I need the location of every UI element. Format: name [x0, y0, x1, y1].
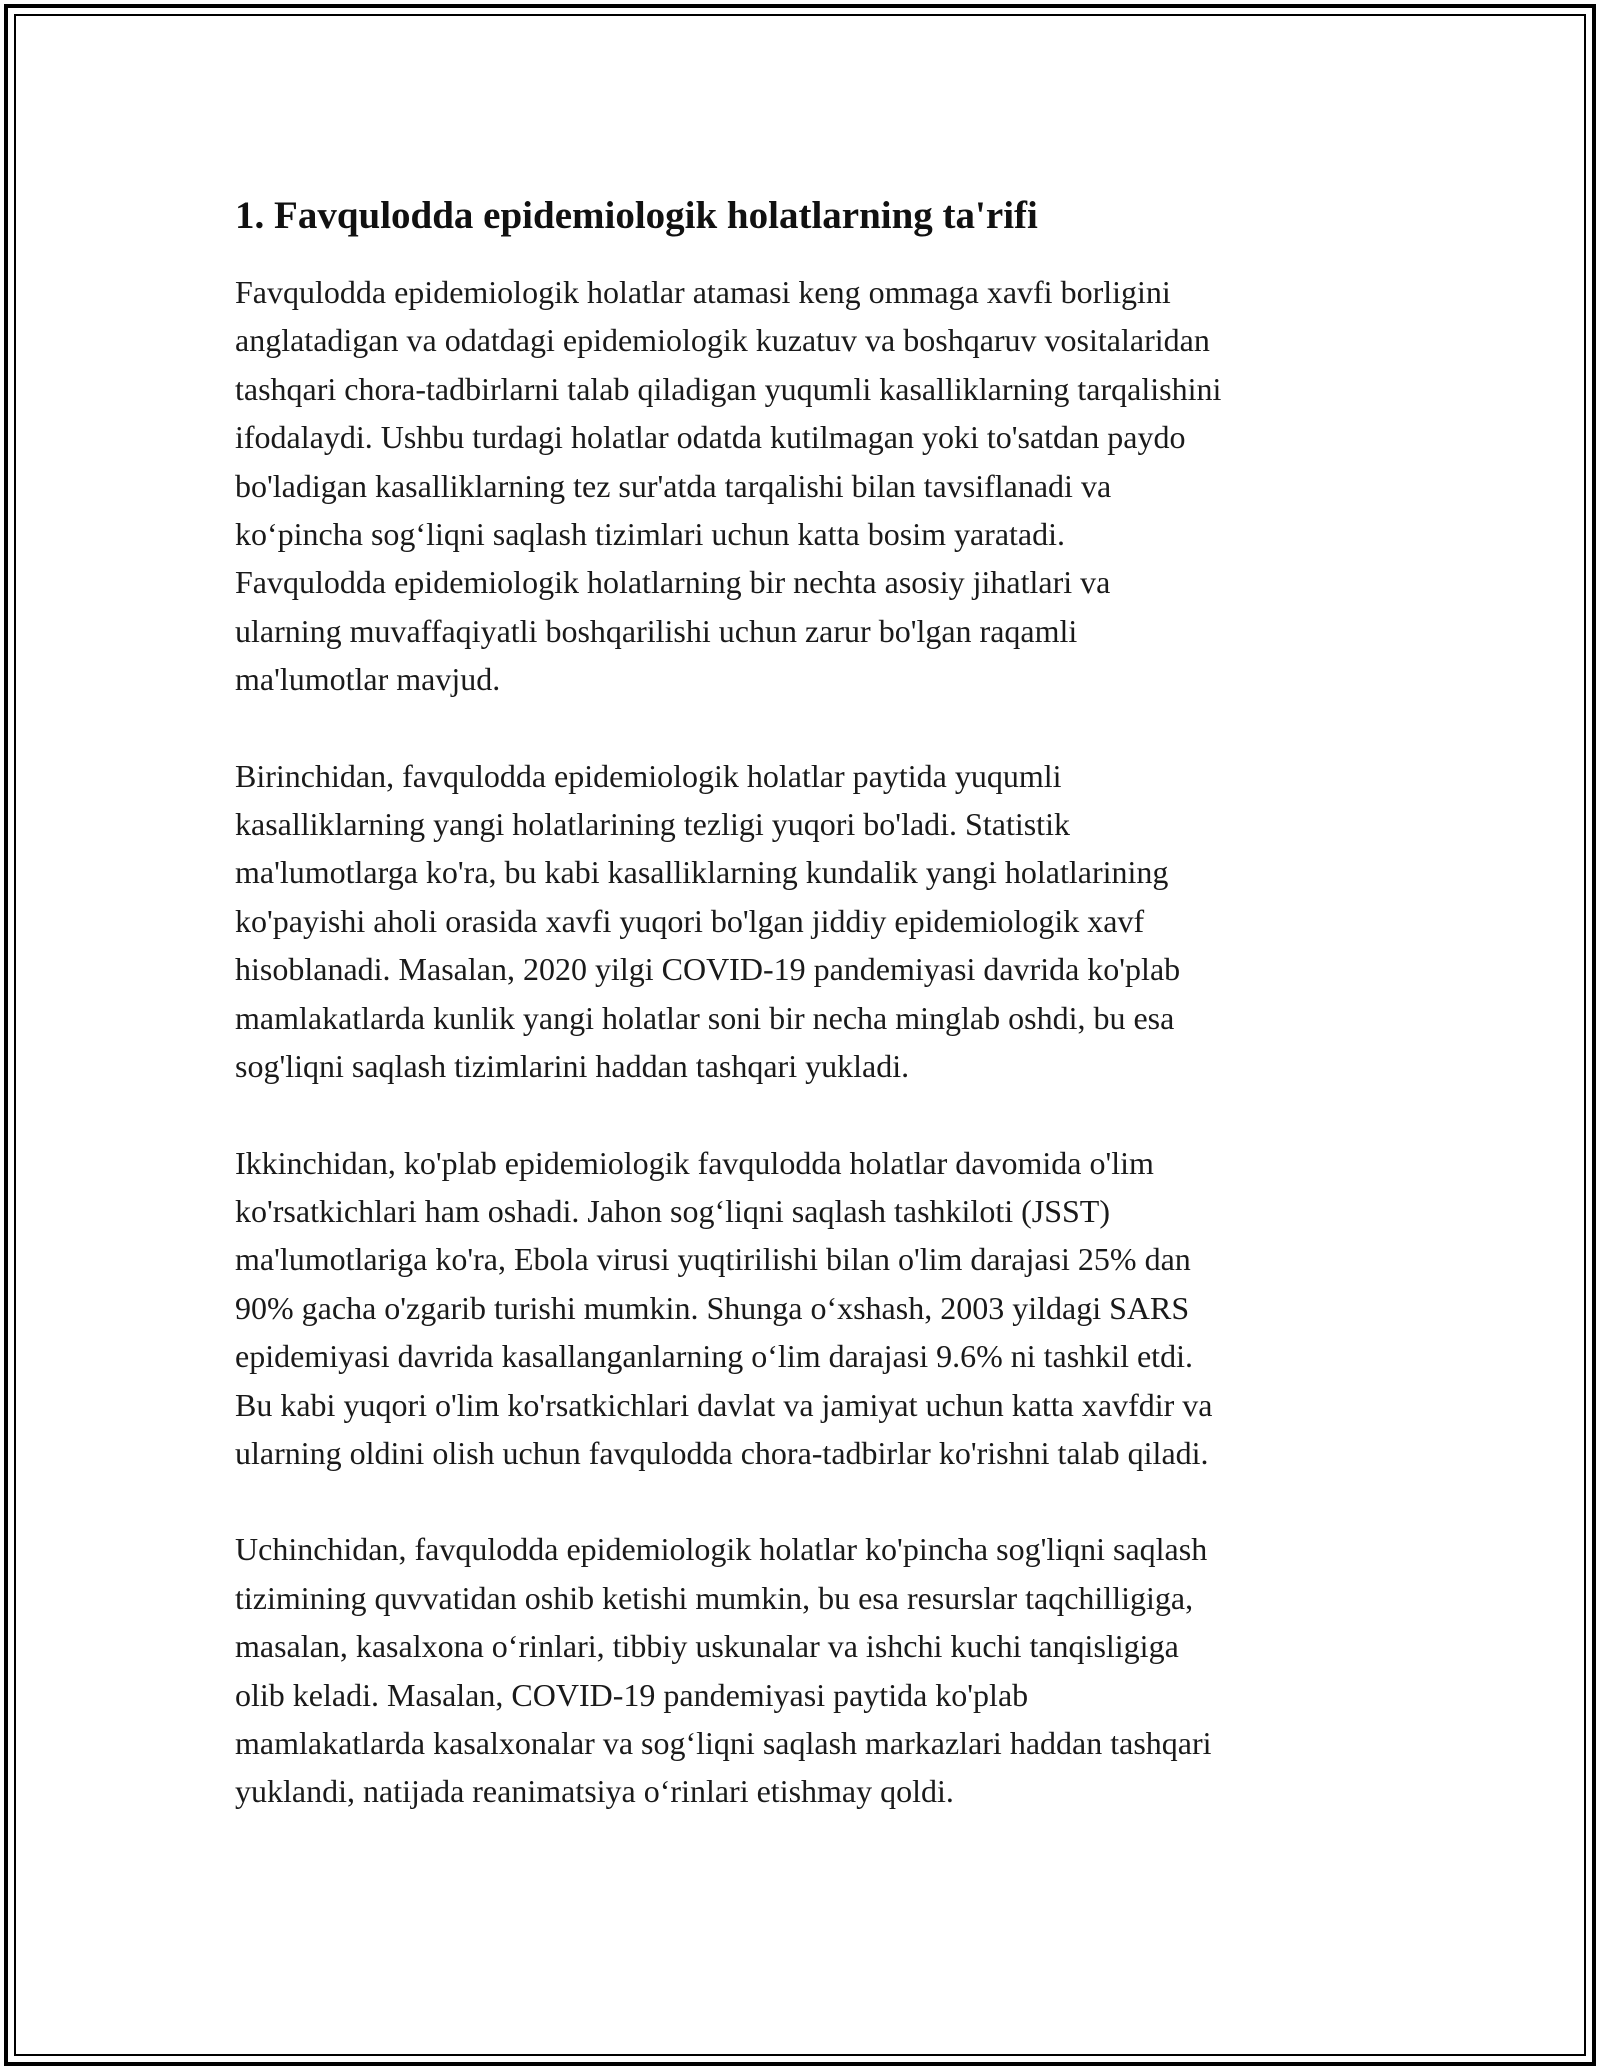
- text-line: Bu kabi yuqori o'lim ko'rsatkichlari davlat va jamiyat uchun katta xavfdir va: [235, 1386, 1213, 1423]
- text-line: ma'lumotlariga ko'ra, Ebola virusi yuqtirilishi bilan o'lim darajasi 25% dan: [235, 1241, 1191, 1278]
- text-line: ularning oldini olish uchun favqulodda chora-tadbirlar ko'rishni talab qiladi.: [235, 1434, 1209, 1471]
- text-line: Favqulodda epidemiologik holatlarning bir nechta asosiy jihatlari va: [235, 564, 1111, 601]
- text-line: tashqari chora-tadbirlarni talab qiladigan yuqumli kasalliklarning tarqalishini: [235, 370, 1222, 407]
- text-line: 90% gacha o'zgarib turishi mumkin. Shunga o‘xshash, 2003 yildagi SARS: [235, 1289, 1190, 1326]
- text-line: tizimining quvvatidan oshib ketishi mumkin, bu esa resurslar taqchilligiga,: [235, 1579, 1194, 1616]
- text-line: mamlakatlarda kasalxonalar va sog‘liqni saqlash markazlari haddan tashqari: [235, 1724, 1212, 1761]
- text-line: mamlakatlarda kunlik yangi holatlar soni bir necha minglab oshdi, bu esa: [235, 999, 1175, 1036]
- text-line: ma'lumotlarga ko'ra, bu kabi kasalliklarning kundalik yangi holatlarining: [235, 854, 1169, 891]
- paragraph-2: [235, 752, 1375, 1091]
- text-line: Favqulodda epidemiologik holatlar atamasi keng ommaga xavfi borligini: [235, 274, 1171, 310]
- text-line: ularning muvaffaqiyatli boshqarilishi uchun zarur bo'lgan raqamli: [235, 612, 1078, 649]
- text-line: sog'liqni saqlash tizimlarini haddan tashqari yukladi.: [235, 1048, 910, 1085]
- text-line: kasalliklarning yangi holatlarining tezligi yuqori bo'ladi. Statistik: [235, 806, 1070, 843]
- text-line: ifodalaydi. Ushbu turdagi holatlar odatda kutilmagan yoki to'satdan paydo: [235, 419, 1186, 456]
- text-line: ko'rsatkichlari ham oshadi. Jahon sog‘liqni saqlash tashkiloti (JSST): [235, 1192, 1110, 1229]
- section-heading: 1. Favqulodda epidemiologik holatlarning ta'rifi: [235, 194, 1038, 237]
- text-line: Uchinchidan, favqulodda epidemiologik holatlar ko'pincha sog'liqni saqlash: [235, 1531, 1208, 1568]
- text-line: olib keladi. Masalan, COVID-19 pandemiyasi paytida ko'plab: [235, 1676, 1029, 1713]
- text-line: ma'lumotlar mavjud.: [235, 661, 501, 698]
- text-line: ko‘pincha sog‘liqni saqlash tizimlari uchun katta bosim yaratadi.: [235, 516, 1066, 553]
- document-body: [235, 188, 1375, 1864]
- text-line: Birinchidan, favqulodda epidemiologik holatlar paytida yuqumli: [235, 757, 1062, 794]
- text-line: Ikkinchidan, ko'plab epidemiologik favqulodda holatlar davomida o'lim: [235, 1144, 1154, 1181]
- text-line: anglatadigan va odatdagi epidemiologik kuzatuv va boshqaruv vositalaridan: [235, 322, 1210, 359]
- paragraph-3: [235, 1139, 1375, 1478]
- text-line: epidemiyasi davrida kasallanganlarning o‘lim darajasi 9.6% ni tashkil etdi.: [235, 1338, 1193, 1375]
- text-line: yuklandi, natijada reanimatsiya o‘rinlari etishmay qoldi.: [235, 1773, 954, 1810]
- text-line: masalan, kasalxona o‘rinlari, tibbiy uskunalar va ishchi kuchi tanqisligiga: [235, 1628, 1179, 1665]
- text-line: bo'ladigan kasalliklarning tez sur'atda tarqalishi bilan tavsiflanadi va: [235, 467, 1112, 504]
- text-line: hisoblanadi. Masalan, 2020 yilgi COVID-19 pandemiyasi davrida ko'plab: [235, 951, 1181, 988]
- text-line: ko'payishi aholi orasida xavfi yuqori bo'lgan jiddiy epidemiologik xavf: [235, 902, 1145, 939]
- paragraph-1: [235, 268, 1375, 704]
- paragraph-4: [235, 1525, 1375, 1815]
